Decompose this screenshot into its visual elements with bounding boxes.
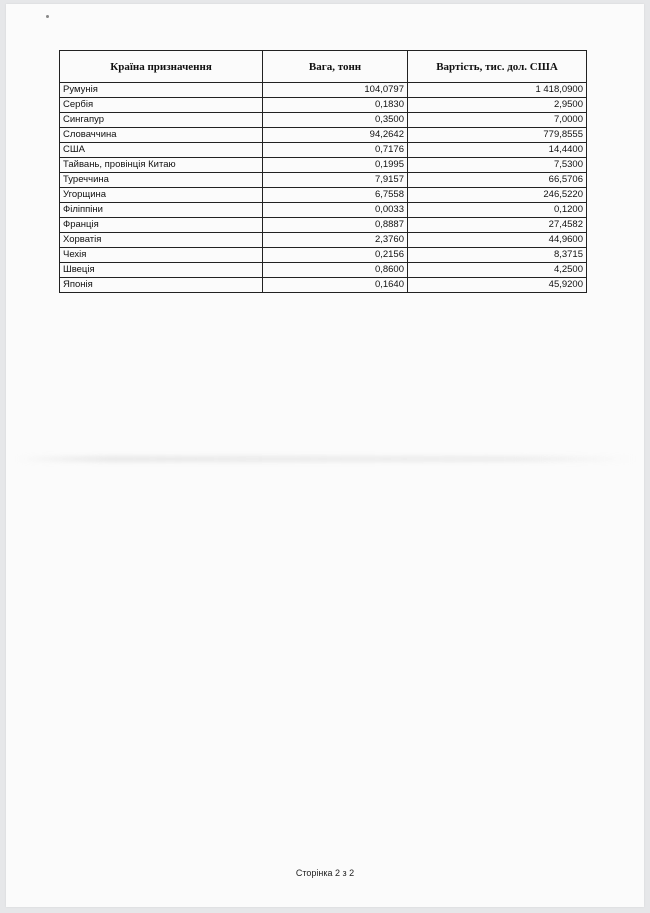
cell-value: 7,0000 xyxy=(408,113,587,128)
cell-country: Словаччина xyxy=(60,128,263,143)
cell-weight: 0,8887 xyxy=(263,218,408,233)
cell-country: Хорватія xyxy=(60,233,263,248)
cell-value: 27,4582 xyxy=(408,218,587,233)
cell-value: 14,4400 xyxy=(408,143,587,158)
scan-smudge xyxy=(16,456,636,462)
cell-weight: 0,8600 xyxy=(263,263,408,278)
table-row xyxy=(60,218,587,233)
table-row xyxy=(60,128,587,143)
cell-weight: 0,3500 xyxy=(263,113,408,128)
table-row xyxy=(60,203,587,218)
cell-value: 45,9200 xyxy=(408,278,587,293)
table-row xyxy=(60,143,587,158)
document-page xyxy=(6,4,644,907)
table-row xyxy=(60,173,587,188)
table-row xyxy=(60,98,587,113)
cell-country: Тайвань, провінція Китаю xyxy=(60,158,263,173)
cell-weight: 0,0033 xyxy=(263,203,408,218)
cell-value: 8,3715 xyxy=(408,248,587,263)
cell-value: 4,2500 xyxy=(408,263,587,278)
cell-weight: 94,2642 xyxy=(263,128,408,143)
table-row xyxy=(60,233,587,248)
cell-value: 7,5300 xyxy=(408,158,587,173)
cell-weight: 0,1830 xyxy=(263,98,408,113)
cell-weight: 6,7558 xyxy=(263,188,408,203)
table-row xyxy=(60,113,587,128)
table-row xyxy=(60,248,587,263)
table-row xyxy=(60,263,587,278)
cell-weight: 0,7176 xyxy=(263,143,408,158)
cell-country: Угорщина xyxy=(60,188,263,203)
cell-country: Сингапур xyxy=(60,113,263,128)
cell-value: 1 418,0900 xyxy=(408,83,587,98)
export-table xyxy=(59,50,587,293)
cell-weight: 0,2156 xyxy=(263,248,408,263)
cell-country: Чехія xyxy=(60,248,263,263)
table-header-row xyxy=(60,51,587,83)
cell-weight: 7,9157 xyxy=(263,173,408,188)
page-number: Сторінка 2 з 2 xyxy=(295,868,355,878)
cell-value: 2,9500 xyxy=(408,98,587,113)
table-row xyxy=(60,83,587,98)
cell-value: 246,5220 xyxy=(408,188,587,203)
cell-weight: 2,3760 xyxy=(263,233,408,248)
header-weight: Вага, тонн xyxy=(263,51,408,83)
cell-country: Японія xyxy=(60,278,263,293)
cell-value: 779,8555 xyxy=(408,128,587,143)
header-value: Вартість, тис. дол. США xyxy=(408,51,587,83)
cell-country: Туреччина xyxy=(60,173,263,188)
header-country: Країна призначення xyxy=(60,51,263,83)
cell-country: США xyxy=(60,143,263,158)
cell-country: Філіппіни xyxy=(60,203,263,218)
cell-value: 0,1200 xyxy=(408,203,587,218)
cell-weight: 104,0797 xyxy=(263,83,408,98)
cell-weight: 0,1640 xyxy=(263,278,408,293)
scan-mark xyxy=(46,15,49,18)
table-row xyxy=(60,188,587,203)
cell-country: Франція xyxy=(60,218,263,233)
cell-country: Румунія xyxy=(60,83,263,98)
table-row xyxy=(60,278,587,293)
cell-country: Сербія xyxy=(60,98,263,113)
cell-country: Швеція xyxy=(60,263,263,278)
cell-value: 44,9600 xyxy=(408,233,587,248)
cell-weight: 0,1995 xyxy=(263,158,408,173)
table-row xyxy=(60,158,587,173)
cell-value: 66,5706 xyxy=(408,173,587,188)
